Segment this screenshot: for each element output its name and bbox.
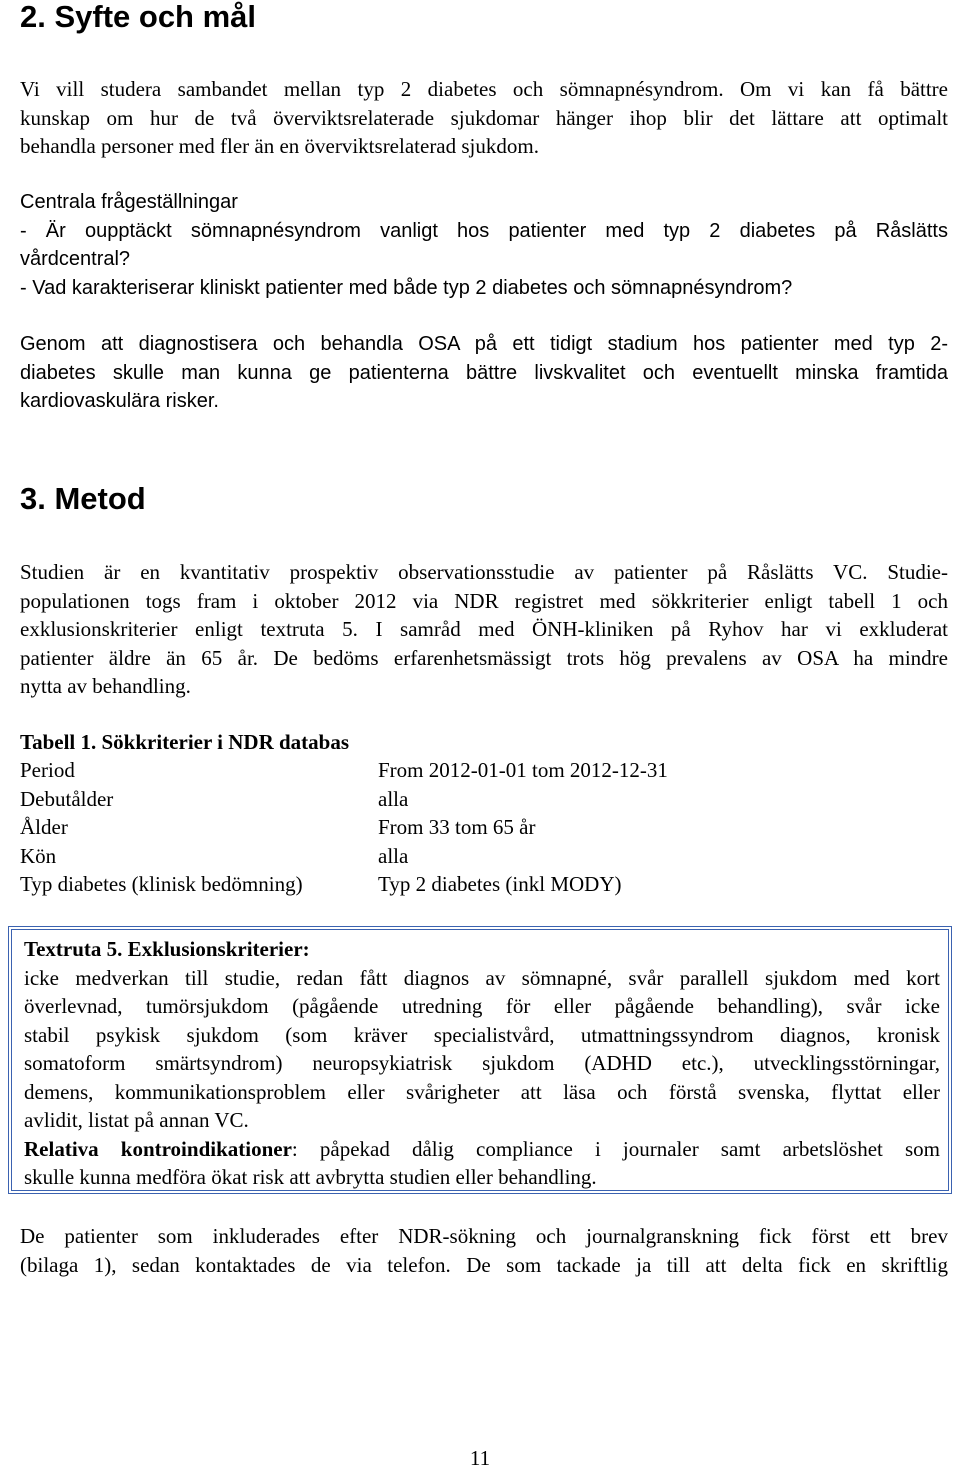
table-cell-label: Ålder bbox=[20, 815, 68, 839]
method-line: exklusionskriterier enligt textruta 5. I samråd med ÖNH-kliniken på Ryhov har vi exkluderat bbox=[20, 617, 948, 641]
table-row bbox=[20, 842, 780, 871]
method-line: Studien är en kvantitativ prospektiv observationsstudie av patienter på Råslätts VC. Studie- bbox=[20, 560, 948, 584]
exclusion-line: överlevnad, tumörsjukdom (pågående utredning för eller pågående behandling), svår icke bbox=[24, 994, 940, 1018]
relative-contraindications-label: Relativa kontroindikationer bbox=[24, 1136, 292, 1161]
table-row bbox=[20, 785, 780, 814]
closing-line: De patienter som inkluderades efter NDR-sökning och journalgranskning fick först ett brev bbox=[20, 1224, 948, 1248]
section-heading-syfte: 2. Syfte och mål bbox=[20, 0, 257, 34]
purpose-paragraph bbox=[20, 330, 948, 416]
relative-contraindications-text: : påpekad dålig compliance i journaler samt arbetslöshet som bbox=[291, 1136, 941, 1161]
purpose-line: diabetes skulle man kunna ge patienterna bättre livskvalitet och eventuellt minska framtida bbox=[20, 361, 948, 384]
table-cell-value: alla bbox=[378, 786, 409, 811]
table-cell-value: alla bbox=[378, 843, 409, 868]
exclusion-textbox-content bbox=[24, 935, 940, 1192]
exclusion-line: stabil psykisk sjukdom (som kräver specialistvård, utmattningssyndrom diagnos, kronisk bbox=[24, 1022, 940, 1047]
intro-line: Vi vill studera sambandet mellan typ 2 diabetes och sömnapnésyndrom. Om vi kan få bättre bbox=[20, 77, 948, 101]
table-caption: Tabell 1. Sökkriterier i NDR databas bbox=[20, 730, 350, 754]
table-cell-value: From 2012-01-01 tom 2012-12-31 bbox=[378, 758, 668, 782]
table-row bbox=[20, 756, 780, 785]
method-line: nytta av behandling. bbox=[20, 674, 191, 698]
table-cell-label: Kön bbox=[20, 843, 57, 868]
page-number: 11 bbox=[469, 1446, 491, 1470]
exclusion-line: somatoform smärtsyndrom) neuropsykiatrisk sjukdom (ADHD etc.), utvecklingsstörningar, bbox=[24, 1051, 940, 1075]
purpose-line: Genom att diagnostisera och behandla OSA på ett tidigt stadium hos patienter med typ 2- bbox=[20, 333, 948, 355]
questions-title: Centrala frågeställningar bbox=[20, 191, 238, 213]
exclusion-line: demens, kommunikationsproblem eller svårigheter att läsa och förstå svenska, flyttat eller bbox=[24, 1079, 940, 1104]
questions-block bbox=[20, 188, 948, 302]
method-line: populationen togs fram i oktober 2012 via NDR registret med sökkriterier enligt tabell 1 och bbox=[20, 588, 948, 613]
search-criteria-table bbox=[20, 756, 780, 899]
method-paragraph bbox=[20, 558, 948, 701]
relative-contraindications-line: skulle kunna medföra ökat risk att avbrytta studien eller behandling. bbox=[24, 1165, 597, 1189]
question-line: - Vad karakteriserar kliniskt patienter med både typ 2 diabetes och sömnapnésyndrom? bbox=[20, 276, 793, 299]
intro-line: kunskap om hur de två överviktsrelaterade sjukdomar hänger ihop blir det lättare att optimalt bbox=[20, 105, 948, 130]
table-cell-label: Period bbox=[20, 758, 75, 782]
closing-paragraph bbox=[20, 1222, 948, 1279]
question-line: - Är oupptäckt sömnapnésyndrom vanligt hos patienter med typ 2 diabetes på Råslätts bbox=[20, 219, 948, 242]
question-line: vårdcentral? bbox=[20, 248, 131, 270]
exclusion-textbox bbox=[8, 926, 952, 1194]
section-heading-metod: 3. Metod bbox=[20, 481, 146, 516]
closing-line: (bilaga 1), sedan kontaktades de via telefon. De som tackade ja till att delta fick en skriftlig bbox=[20, 1252, 948, 1277]
intro-paragraph bbox=[20, 75, 948, 161]
table-cell-value: Typ 2 diabetes (inkl MODY) bbox=[378, 872, 622, 896]
table-row bbox=[20, 870, 780, 899]
relative-contraindications-line bbox=[24, 1135, 940, 1164]
table-cell-label: Typ diabetes (klinisk bedömning) bbox=[20, 872, 303, 896]
textbox-title: Textruta 5. Exklusionskriterier: bbox=[24, 937, 310, 961]
intro-line: behandla personer med fler än en överviktsrelaterad sjukdom. bbox=[20, 134, 539, 158]
purpose-line: kardiovaskulära risker. bbox=[20, 390, 219, 412]
table-cell-label: Debutålder bbox=[20, 786, 114, 811]
method-line: patienter äldre än 65 år. De bedöms erfarenhetsmässigt trots hög prevalens av OSA ha mindre bbox=[20, 645, 948, 670]
exclusion-line: avlidit, listat på annan VC. bbox=[24, 1108, 249, 1132]
table-cell-value: From 33 tom 65 år bbox=[378, 815, 536, 839]
exclusion-line: icke medverkan till studie, redan fått diagnos av sömnapné, svår parallell sjukdom med kort bbox=[24, 965, 940, 990]
table-row bbox=[20, 813, 780, 842]
